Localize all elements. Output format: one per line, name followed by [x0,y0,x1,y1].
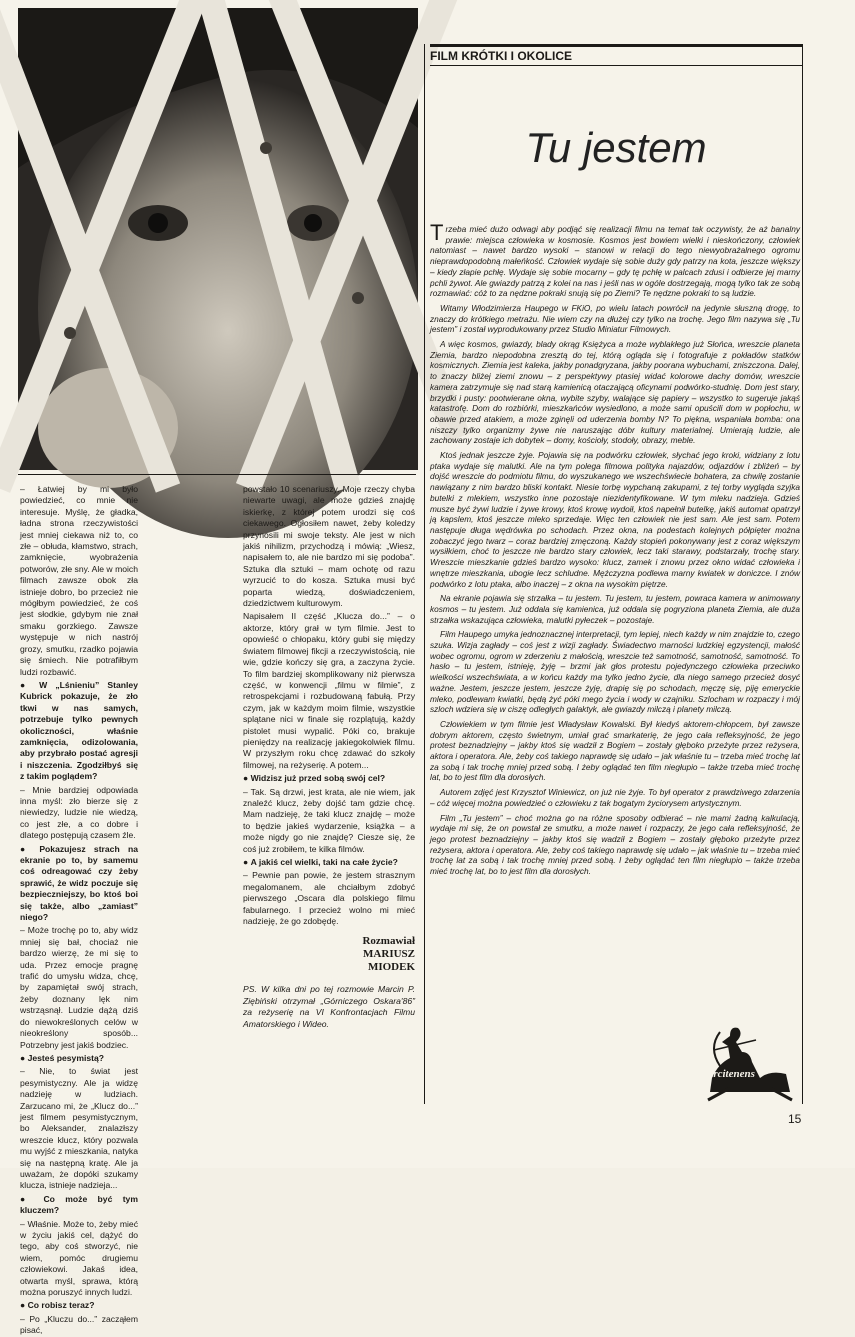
signature-line: MIODEK [367,961,415,974]
question: ● Jesteś pesymistą? [20,1053,138,1064]
question: ● Co robisz teraz? [20,1300,138,1311]
article-paragraph: Człowiekiem w tym filmie jest Władysław Kowalski. Był kiedyś aktorem-chłopcem, był zawsze dobrym aktorem, często świetnym, umiał grać smarkaterię, że jego cała refleksyjność, że jego protest beznadziejny – jakby ktoś się wadził z Bogiem – zostały głęboko przeżyte przez reżysera, aktora i operatora. Ale, żeby coś takiego naprawdę się udało – jak właśnie tu – trzeba mieć trochę lat za sobą i tak trochę mniej przed sobą. I żeby oglądać ten film niegłupio – także trzeba mieć trochę lat, bo to jest film dla dorosłych. [430,718,800,783]
question: ● Co może być tym kluczem? [20,1194,138,1217]
question: ● Pokazujesz strach na ekranie po to, by samemu coś odreagować czy żeby sprawić, że widz poczuje się bezpieczniejszy, bo ktoś boi się także, albo „zamiast” niego? [20,844,138,924]
paragraph: – Właśnie. Może to, żeby mieć w życiu jakiś cel, dążyć do tego, aby coś stworzyć, nie wiem, pomóc drugiemu człowiekowi. Jakaś idea, otwarta myśl, sprawa, którą można poruszyć innych ludzi. [20,1218,138,1298]
interviewer-signature [243,935,415,974]
question: ● W „Lśnieniu” Stanley Kubrick pokazuje, że zło tkwi w nas samych, potrzebuje tylko pewnych okoliczności, właśnie zamknięcia, odizolowania, aby przybrało postać agresji i niszczenia. Zgodziłbyś się z takim poglądem? [20,680,138,783]
question: ● A jakiś cel wielki, taki na całe życie? [243,857,415,868]
cover-photo [18,8,418,470]
article-paragraph: Na ekranie pojawia się strzałka – tu jestem. Tu jestem, tu jestem, powraca kamera w animowany kosmos – tu jestem. Już oddala się kamienica, już oddala się pogryziona planeta Ziemia, ale duża strzałka wskazująca człowieka, malutki pyłeczek – pozostaje. [430,593,800,625]
interview-column-2 [243,484,415,1104]
article-title: Tu jestem [525,124,707,171]
article-paragraph: A więc kosmos, gwiazdy, blady okrąg Księżyca a może wyblakłego już Słońca, wreszcie planeta Ziemia, bardzo niepodobna zresztą do tej, którą ogląda się i fotografuje z pokładów statków kosmicznych. Ziemia jest kaleka, jakby ponadgryzana, jakby poorana wybuchami, zniszczona. Dalej, to znaczy bliżej ziemi znowu – z perspektywy ptasiej widać kolorowe dachy domów, wreszcie kamera zatrzymuje się nad starą kamienicą otaczającą oficynami podwórko-studnię. Dom jest stary, brzydki i pusty: pootwierane okna, wybite szyby, walające się papiery – wszystko to sugeruje jakąś katastrofę. Dom do rozbiórki, mieszkańców wysiedlono, a może sami opuścili dom w popłochu, w obawie przed atakiem, a może zginęli od uderzenia bomby N? To piękna, wspaniała bomba: ona niszczy tylko organizmy żywe nie naruszając dóbr kultury materialnej. Umierają ludzie, ale zachowany zostaje ich dobytek – domy, kościoły, stodoły, obrazy, meble. [430,339,800,446]
article-paragraph: Film „Tu jestem” – choć można go na różne sposoby odbierać – nie mami żadną kalkulacją, wydaje mi się, że on powstał ze smutku, a może nawet i rozpaczy, że jego cała refleksyjność, że jego protest beznadziejny – jakby ktoś się wadził z Bogiem – zostały głęboko przeżyte przez reżysera, aktora i operatora. Ale, żeby coś takiego naprawdę się udało – jak właśnie tu – trzeba mieć trochę lat za sobą i tak trochę mniej przed sobą. I żeby oglądać ten film niegłupio – także trzeba mieć trochę lat, bo to jest film dla dorosłych. [430,812,800,877]
paragraph: – Nie, to świat jest pesymistyczny. Ale ja widzę nadzieję w ludziach. Zarzucano mi, że „Klucz do...” jest filmem pesymistycznym, bo Aleksander, znalazłszy wreszcie klucz, który pozwala mu wyjść z mieszkania, natyka się na następną kratę. Ale ja uważam, że dopóki szukamy klucza, istnieje nadzieja... [20,1066,138,1191]
article-paragraph: Trzeba mieć dużo odwagi aby podjąć się realizacji filmu na temat tak oczywisty, że aż banalny prawie: miejsca człowieka w kosmosie. Kosmos jest bowiem wielki i nieskończony, człowiek natomiast – nawet bardzo wysoki – stanowi w relacji do tego niewyobrażalnego ogromu nieprawdopodobną małeńkość. Człowiek wydaje się sobie duży gdy patrzy na kota, jeszcze większy – kiedy złapie pchłę. Wydaje się sobie mocarny – gdy tę pchłę w palcach zdusi i odbierze jej marny pchli żywot. Ale gwiazdy patrzą z kolei na nas i jeśli nas w ogóle dostrzegają, mogą tylko tak ze sobą rozmawiać: cóż to za nędzne pokraki snują się po Ziemi? Te nędzne pokraki to są ludzie. [430,220,800,299]
paragraph: Napisałem II część „Klucza do...” – o aktorze, który grał w tym filmie. Jest to opowieść o chłopaku, który gubi się między światem filmowej fikcji a rzeczywistością, nie wie, gdzie kończy się gra, a zaczyna życie. To film bardziej skomplikowany niż pierwsza część, w konwencji „filmu w filmie”, z retrospekcjami i rozbudowaną fabułą. Przy czym, jak w każdym moim filmie, wszystkie splątane nici w finale się rozplątują, każdy pistolet musi wypalić. Póki co, brakuje pieniędzy na realizację jakiegokolwiek filmu. W przyszłym roku chcę zdawać do szkoły filmowej, na reżyserię. A potem... [243,611,415,770]
article-paragraph: Witamy Włodzimierza Haupego w FKiO, po wielu latach powrócił na jedynie słuszną drogę, to znaczy do krótkiego metrażu. Nie wiem czy na dłużej czy tylko na trochę. Jego film nazywa się „Tu jestem” i został wyprodukowany przez Studio Miniatur Filmowych. [430,302,800,335]
article-body [430,220,800,1014]
photo-underline [18,474,416,475]
child-behind-grille-image [18,8,418,470]
signature-line: Rozmawiał [362,935,415,948]
logo-text: Arcitenens [706,1068,755,1080]
column-divider [802,44,803,1104]
paragraph: – Tak. Są drzwi, jest krata, ale nie wiem, jak znaleźć klucz, żeby dojść tam gdzie chcę. Mam nadzieję, że taki klucz znajdę – może to będzie jakieś wydarzenie, książka – a może nigdy go nie znajdę? Ciesze się, że coś już zrobiłem, te kilka filmów. [243,786,415,854]
paragraph: powstało 10 scenariuszy. Moje rzeczy chyba niewarte uwagi, ale może gdzieś znajdę iskierkę, z której potem urodzi się coś ciekawego. Ogłosiłem nawet, żeby koledzy przynosili mi swoje teksty. Ale jest w nich jakiś nihilizm, przychodzą i mówią: „Wiesz, napisałem to, ale nie bardzo mi się podoba”. Sztuka dla sztuki – mam ochotę od razu wyrzucić to do kosza. Sztuka musi być poparta wiedzą, doświadczeniem, dziedzictwem kulturowym. [243,484,415,609]
signature-line: MARIUSZ [363,948,415,961]
paragraph: – Mnie bardziej odpowiada inna myśl: zło bierze się z niewiedzy, ludzie nie wiedzą, co jest złe, a co dobre i dlatego postępują czasem źle. [20,784,138,841]
postscript: PS. W kilka dni po tej rozmowie Marcin P. Ziębiński otrzymał „Górniczego Oskara'86” za reżyserię na VI Konfrontacjach Filmu Amatorskiego i Wideo. [243,984,415,1029]
archer-logo [700,1022,800,1104]
paragraph: – Łatwiej by mi było powiedzieć, co mnie nie interesuje. Myślę, że gładka, ładna strona rzeczywistości jest mniej ciekawa niż to, co złe – obłuda, kłamstwo, strach, zamknięcie, wyobrażenia potworów, złe sny. Ale w moich filmach zawsze obok zła istnieje dobro, bo przecież nie mógłbym powiedzieć, że coś jest słodkie, gdybym nie znał smaku gorzkiego. Zawsze występuje w nich nastrój grozy, smutku, rzadko pojawia się śmiech. Nie potrafiłbym ludzi rozbawić. [20,484,138,677]
interview-column-1 [20,484,138,1336]
article-paragraph: Film Haupego umyka jednoznacznej interpretacji, tym lepiej, niech każdy w nim znajdzie to, czego szuka. Wizja zagłady – coś jest z wizji zagłady. Świadectwo marności ludzkiej egzystencji, małość wobec ogromu, ogrom w zderzeniu z małością, wreszcie też samotność, samotność, samotność. To hasło – tu jestem, istnieję, żyję – brzmi jak głos protestu pojedynczego człowieka przeciwko wielkości wszechświata, a w końcu każdy ma tylko jedno życie, dla niego samego przecież dosyć ważne. Jestem, jeszcze jestem, jeszcze żyję, drapię się po schodach, męczę się, piję emeryckie mleko, podlewam kwiatki, będą żyć póki mego życia i wody w czajniku. Szlocham w rozpaczy i mój szloch wdziera się w ciszę odległych galaktyk, ale gwiazdy milczą i planety milczą. [430,629,800,715]
paragraph: – Może trochę po to, aby widz mniej się bał, chociaż nie bardzo wierzę, że mi się to uda. Przez emocje pragnę trafić do umysłu widza, chcę, by zapamiętał swój strach, żeby doznany lęk nim wstrząsnął. Ludzie dążą dziś do niewokreślonych celów w nieokreślony sposób... Potrzebny jest jakiś bodziec. [20,925,138,1050]
paragraph: – Pewnie pan powie, że jestem strasznym megalomanem, ale chciałbym zdobyć pierwszego „Oscara dla polskiego filmu fabularnego. I przecież wolno mi mieć nadzieję, że go zdobędę. [243,870,415,927]
article-paragraph: Autorem zdjęć jest Krzysztof Winiewicz, on już nie żyje. To był operator z prawdziwego zdarzenia – cóż więcej można powiedzieć o człowieku z tak bogatym życiorysem artystycznym. [430,787,800,808]
article-paragraph: Ktoś jednak jeszcze żyje. Pojawia się na podwórku człowiek, słychać jego kroki, widziany z lotu ptaka wydaje się malutki. Ale na tym polega filmowa polityka najazdów, odjazdów i zbliżeń – by dojść wreszcie do podmiotu filmu, do wyszukanego we wszechświecie bohatera, za chwilę zostanie nawiązany z nim bardzo bliski kontakt. Niesie torbę wypchaną zakupami, z tej torby wygląda szyjka butelki z mlekiem, wszystko inne pozostaje niezidentyfikowane. W tym mleku nadzieja. Gdzieś musze być żywi ludzie i żywe krowy, ktoś krowę wydoił, ktoś napełnił butelkę, jakiś automat opatrzył ją kapslem, ktoś jeszcze mleko sprzedaje. Więc ten człowiek nie jest sam. Ale jest sam. Potem następuje długa wędrówka po schodach. Przez okna, na podestach kolejnych półpięter można zobaczyć jego twarz – coraz bardziej zmęczoną. Każdy stopień pokonywany jest z coraz większym wysiłkiem, choć to jeszcze nie bardzo stary człowiek, lecz taki starawy, podstarzały, trochę stary. Wreszcie mieszkanie gdzieś bardzo wysoko: klucz, zamek i znowu przez okno widać człowieka i wnętrze mieszkania, ubogie lecz schludne. Mężczyzna podlewa marny kwiatek w doniczce. I znów podwórko z lotu ptaka, albo inaczej – z okna na wysokim piętrze. [430,450,800,589]
question: ● Widzisz już przed sobą swój cel? [243,773,415,784]
paragraph: – Po „Kluczu do...” zacząłem pisać, [20,1313,138,1336]
page-number: 15 [788,1112,802,1126]
section-header: FILM KRÓTKI I OKOLICE [430,44,802,66]
centaur-archer-icon [700,1022,800,1104]
column-divider [424,44,425,1104]
